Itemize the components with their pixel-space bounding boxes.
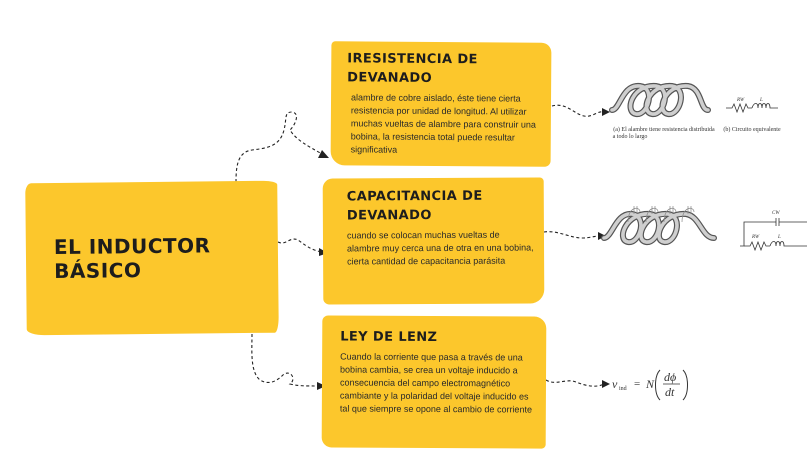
card-text: alambre de cobre aislado, éste tiene cierta resistencia por unidad de longitud. Al utilizar muchas vueltas de alambre para construir una bobina, la resistencia total puede resultar significativa <box>350 92 537 155</box>
arrowhead-equation <box>602 380 610 388</box>
connector-central-card3 <box>252 334 318 386</box>
equation-denominator: dt <box>665 385 675 399</box>
equation-v: v <box>612 377 618 391</box>
connector-card2-figure <box>544 232 600 238</box>
arrowhead-figure1 <box>602 108 610 116</box>
connector-card1-figure <box>552 105 605 116</box>
card-capacitancia-devanado <box>323 177 545 304</box>
card-text: cuando se colocan muchas vueltas de alambre muy cerca una de otra en una bobina, cierta cantidad de capacitancia parásita <box>346 229 534 267</box>
card-ley-de-lenz <box>322 315 547 448</box>
card-text: Cuando la corriente que pasa a través de una bobina cambia, se crea un voltaje inducido a consecuencia del campo electromagnético cambiante y la polaridad del voltaje inducido es tal que siempre se opone al cambio de corriente <box>339 351 533 415</box>
connector-central-card1 <box>236 112 322 182</box>
figure1-label-l: L <box>760 98 763 103</box>
card-title: IRESISTENCIA DE DEVANADO <box>347 51 478 86</box>
card-title: LEY DE LENZ <box>340 329 438 346</box>
card-resistencia-devanado <box>331 41 552 167</box>
central-title: EL INDUCTOR BÁSICO <box>53 233 211 284</box>
figure1-caption-a-line1: (a) El alambre tiene resistencia distribuida <box>613 127 715 133</box>
central-node <box>25 181 279 336</box>
coil-figure-1 <box>612 86 708 114</box>
figure1-caption-b: (b) Circuito equivalente <box>723 127 781 133</box>
figure2-label-rw: RW <box>752 235 760 240</box>
equivalent-circuit-1 <box>726 104 778 113</box>
card-title: CAPACITANCIA DE DEVANADO <box>346 188 483 224</box>
coil-figure-2 <box>604 214 714 242</box>
lenz-equation <box>612 370 688 400</box>
figure2-label-l: L <box>778 235 781 240</box>
equivalent-circuit-2 <box>740 218 807 250</box>
equation-sub: ind <box>619 386 627 392</box>
equation-numerator: dϕ <box>664 370 677 384</box>
connector-card3-equation <box>546 380 604 386</box>
equation-n: N <box>646 377 655 391</box>
connector-central-card2 <box>278 239 322 252</box>
figure2-label-cw: CW <box>772 211 780 216</box>
figure1-label-rw: RW <box>737 98 745 103</box>
figure1-caption-a-line2: a todo lo largo <box>612 134 648 140</box>
equation-equals: = <box>634 378 641 390</box>
arrowhead-card1 <box>318 150 329 158</box>
